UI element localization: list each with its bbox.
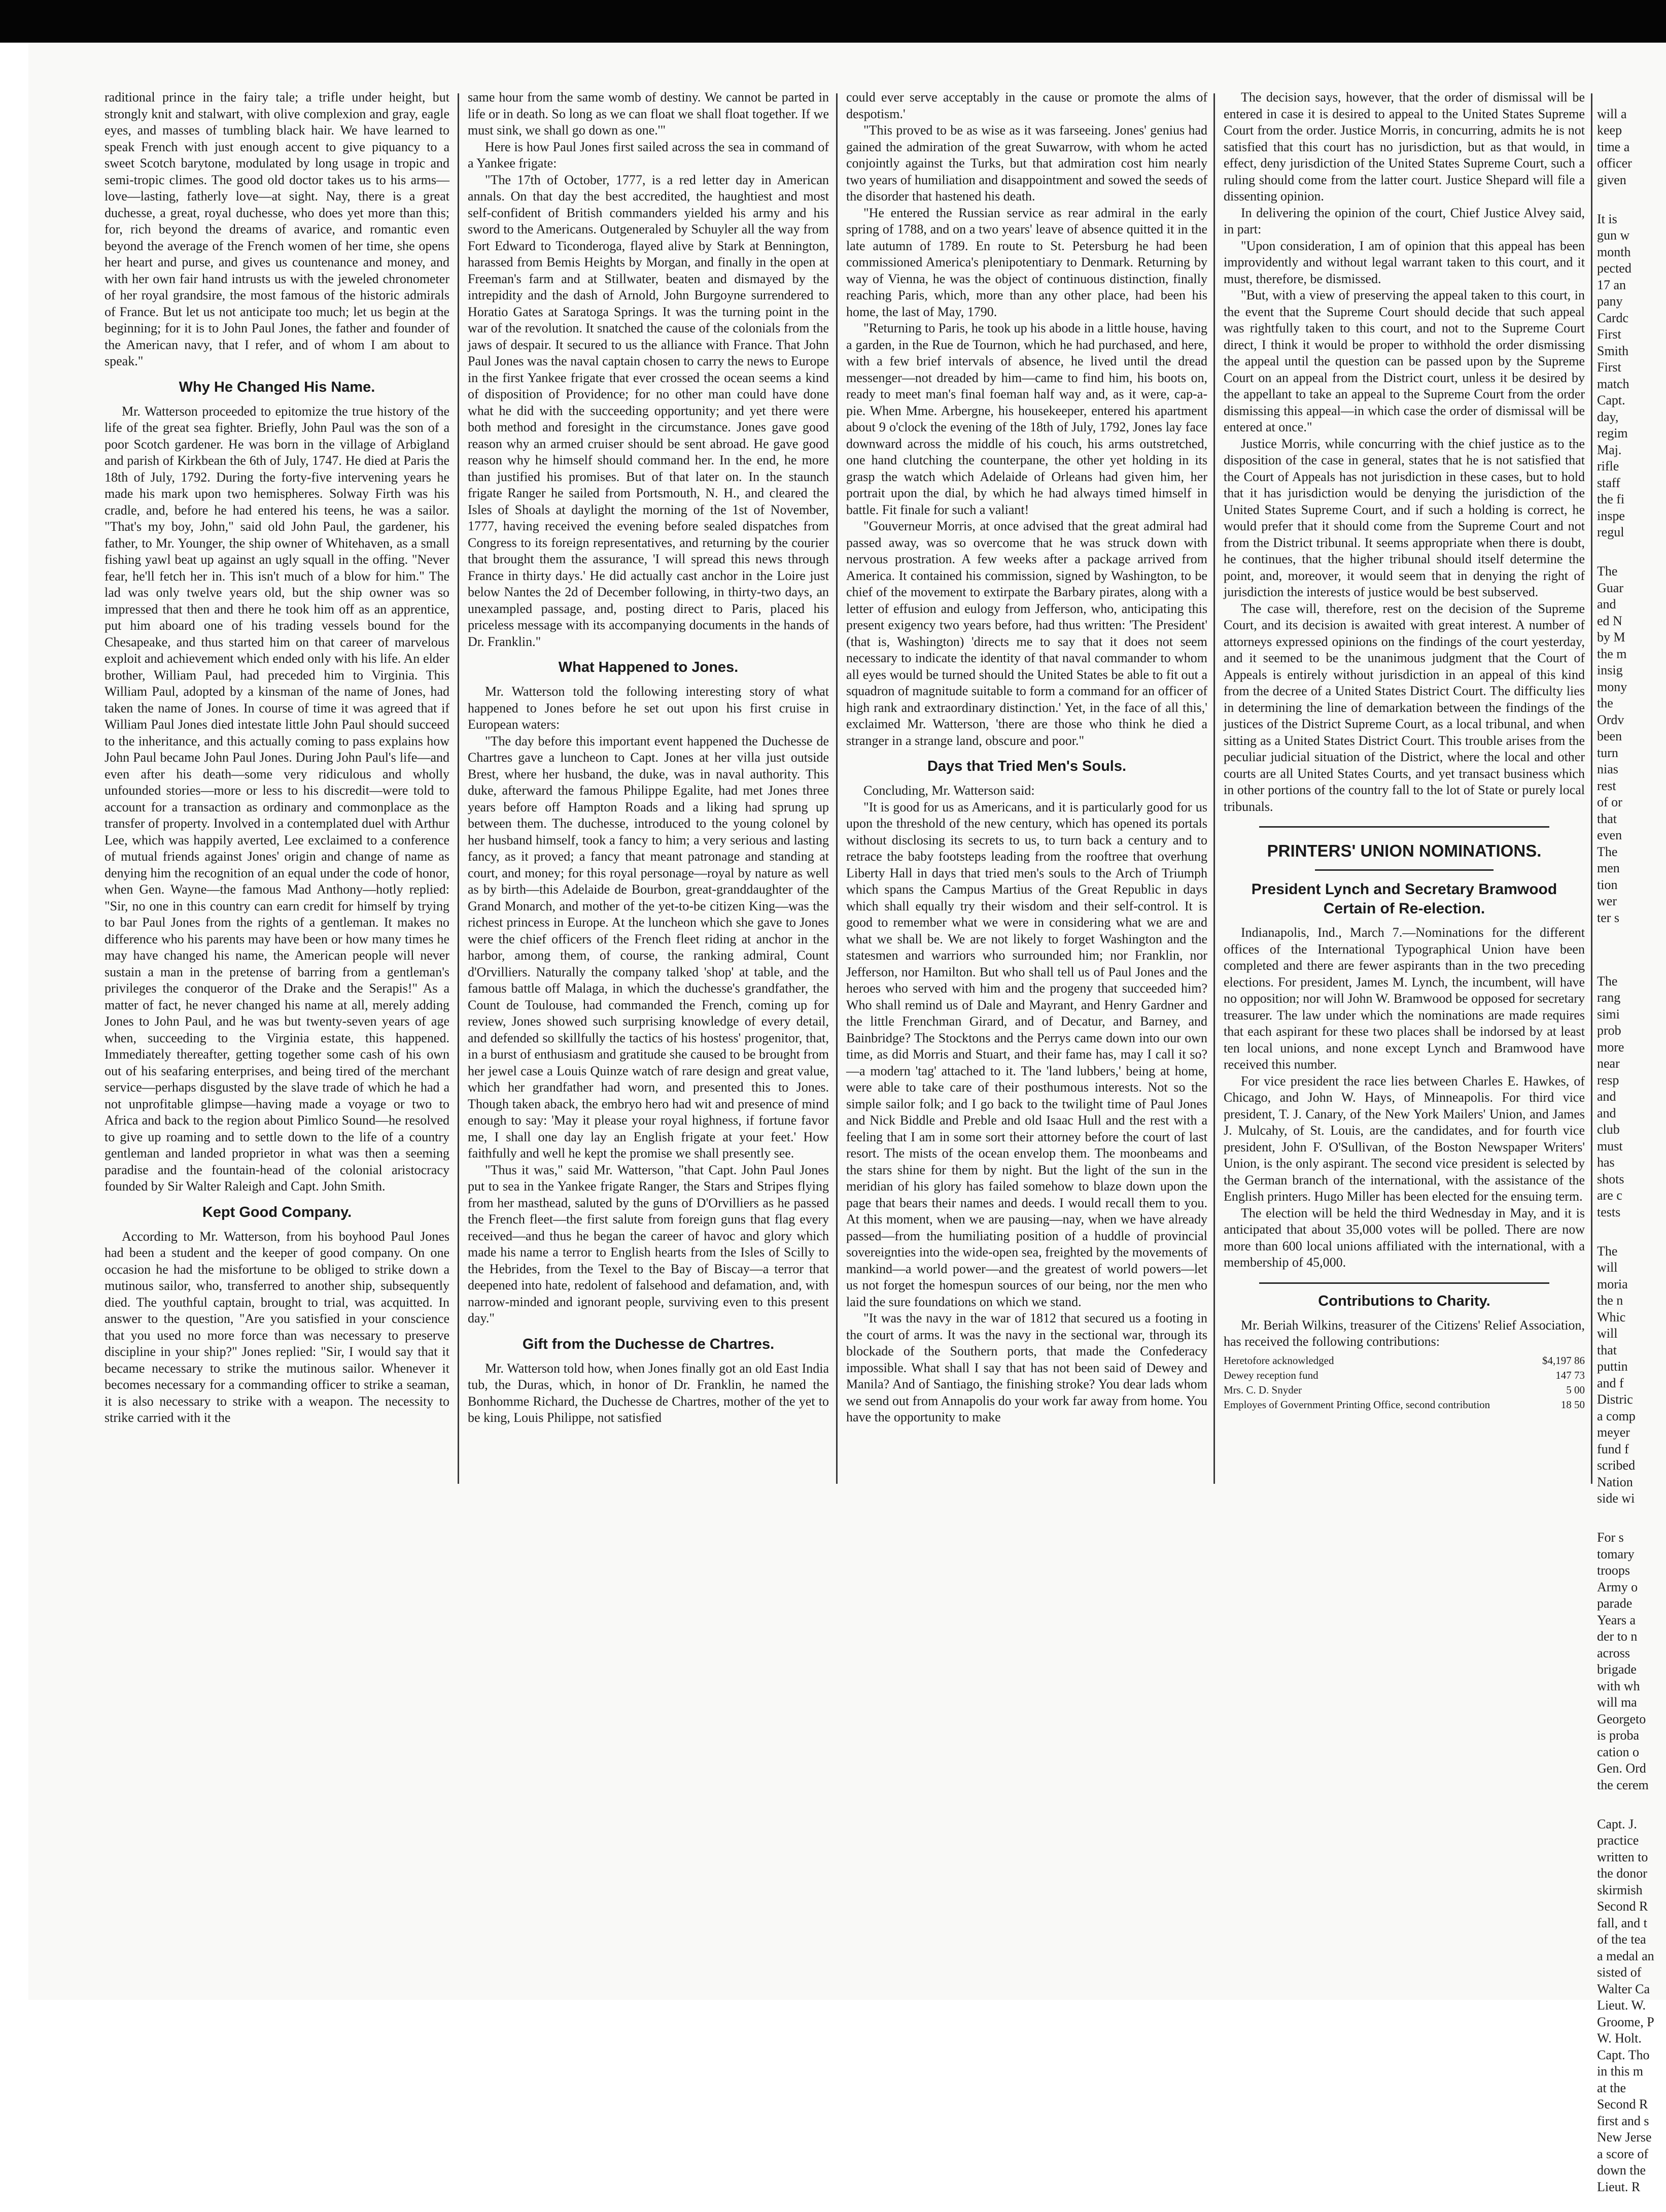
- article-paragraph: "The 17th of October, 1777, is a red letter day in American annals. On that day the best accredited, the haughtiest and most self-confident of British commanders yielded his army and his sword to the Americans. Outgeneraled by Schuyler all the way from Fort Edward to Ticonderoga, flayed alive by Stark at Bennington, harassed from Bemis Heights by Morgan, and finally in the open at Freeman's farm and at Stillwater, beaten and dismayed by the intrepidity and the dash of Arnold, John Burgoyne surrendered to Horatio Gates at Saratoga Springs. It was the turning point in the war of the revolution. It snatched the cause of the colonials from the jaws of despair. It secured to us the alliance with France. That John Paul Jones was the naval captain chosen to carry the news to Europe in the first Yankee frigate that ever crossed the ocean seems a kind of disposition of Providence; for no other man could have done what he did with the succeeding opportunity; and yet there were both method and foresight in the circumstance. Jones gave good reason why an armed cruiser should be sent abroad. He gave good reason why he himself should command her. In the end, he more than justified his promises. But of that later on. In the staunch frigate Ranger he sailed from Portsmouth, N. H., and cleared the Isles of Shoals at daylight the morning of the 1st of November, 1777, having received the evening before sealed dispatches from Congress to its foreign representatives, and returning by the courier that brought them the assurance, 'I will spread this news through France in thirty days.' He did actually cast anchor in the Loire just below Nantes the 2d of December following, in thirty-two days, an unexampled passage, and, posting direct to Paris, placed his priceless message with its accompanying documents in the hands of Dr. Franklin.": [468, 172, 829, 649]
- cropped-text-fragment: The rang simi prob more near resp and and club must has shots are c tests: [1597, 973, 1624, 1219]
- section-heading: What Happened to Jones.: [558, 659, 739, 675]
- article-paragraph: same hour from the same womb of destiny. We cannot be parted in life or in death. So long as we can float we shall float together. If we must sink, we shall go down as one.'": [468, 90, 829, 138]
- column-rule: [458, 93, 459, 1484]
- column-rule: [1591, 93, 1592, 1484]
- column-4: [1224, 89, 1585, 1977]
- article-divider: [1259, 826, 1549, 828]
- headline-divider: [1315, 869, 1494, 871]
- section-heading: Why He Changed His Name.: [179, 379, 375, 395]
- article-paragraph: could ever serve acceptably in the cause or promote the alms of despotism.': [846, 90, 1207, 121]
- section-heading: Contributions to Charity.: [1318, 1292, 1490, 1309]
- article-paragraph: "Gouverneur Morris, at once advised that the great admiral had passed away, was so overcome that he was struck down with nervous prostration. A few weeks after a package arrived from America. It contained his commission, signed by Washington, to be chief of the movement to extirpate the Barbary pirates, along with a letter of effusion and eulogy from Jefferson, who, anticipating this present exigency two years before, had thus written: 'The President' (that is, Washington) 'directs me to say that it does not seem necessary to indicate the identity of that naval commander to whom all eyes would be turned should the United States be able to fit out a squadron of magnitude suitable to form a command for an officer of high rank and extraordinary distinction.' Yet, in the face of all this,' exclaimed Mr. Watterson, 'there are those who think he died a stranger in a strange land, obscure and poor.": [846, 519, 1207, 748]
- section-heading: Gift from the Duchesse de Chartres.: [522, 1336, 775, 1352]
- article-paragraph: For vice president the race lies between Charles E. Hawkes, of Chicago, and John W. Hays, of Minneapolis. For third vice president, T. J. Canary, of the New York Mailers' Union, and James J. Mulcahy, of St. Louis, are the candidates, and for fourth vice president, John F. O'Sullivan, of the Boston Newspaper Writers' Union, is the only aspirant. The second vice president is selected by the German branch of the international, with the assistance of the English printers. Hugo Miller has been elected for the ensuing term.: [1224, 1073, 1585, 1204]
- article-paragraph: Justice Morris, while concurring with the chief justice as to the disposition of the case in general, states that he is not satisfied that the Court of Appeals has not jurisdiction in these cases, but to hold that it has jurisdiction would be denying the jurisdiction of the United States Supreme Court, and if such a holding is correct, he would prefer that it should come from the Supreme Court and not from the District tribunal. It seems appropriate when there is doubt, he continues, that the higher tribunal should itself determine the point, and, moreover, it would seem that in denying the right of jurisdiction the interests of justice would be best subserved.: [1224, 436, 1585, 599]
- newspaper-page: [28, 43, 1666, 2194]
- cropped-text-fragment: It is gun w month pected 17 an pany Cardc First Smith First match Capt. day, regim Maj. rifle staff the fi inspe regul: [1597, 211, 1632, 539]
- column-5-cropped: [1597, 89, 1666, 2194]
- cropped-text-fragment: The will moria the n Whic will that puttin and f Distric a comp meyer fund f scribed Nation side wi: [1597, 1243, 1636, 1506]
- article-paragraph: Mr. Watterson told how, when Jones finally got an old East India tub, the Duras, which, in honor of Dr. Franklin, he named the Bonhomme Richard, the Duchesse de Chartres, mother of the yet to be king, Louis Philippe, not satisfied: [468, 1360, 829, 1425]
- cropped-text-fragment: For s tomary troops Army o parade Years a der to n across brigade with wh will ma Georgeto is proba cation o Gen. Ord the cerem: [1597, 1530, 1649, 1792]
- contribution-row: [1224, 1368, 1585, 1383]
- contribution-amount: 147 73: [1555, 1369, 1585, 1381]
- article-divider: [1259, 1282, 1549, 1284]
- article-paragraph: Mr. Watterson proceeded to epitomize the true history of the life of the great sea fighter. Briefly, John Paul was the son of a poor Scotch gardener. He was born in the village of Arbigland and parish of Kirkbean the 6th of July, 1747. He died at Paris the 18th of July, 1792. During the forty-five intervening years he made his mark upon two hemispheres. Solway Firth was his cradle, and, before he had entered his teens, he was a sailor. "That's my boy, John," said old John Paul, the gardener, his father, to Mr. Younger, the ship owner of Whitehaven, as a small fishing yawl beat up against an ugly squall in the offing. "Never fear, he'll fetch her in. This isn't much of a blow for him." The lad was only twelve years old, but the ship owner was so impressed that then and there he took him off as an apprentice, put him aboard one of his trading vessels bound for the Chesapeake, and thus started him on that career of marvelous exploit and achievement which ended only with his life. An elder brother, William Paul, had preceded him to Virginia. This William Paul, adopted by a kinsman of the name of Jones, had taken the name of Jones. In course of time it was agreed that if William Paul Jones died intestate little John Paul should succeed to the inheritance, and this actually coming to pass explains how John Paul became John Paul Jones. During John Paul's life—and even after his death—some very ridiculous and wholly unfounded stories—more or less to his discredit—were told to account for a transaction as ordinary and commonplace as the transfer of property. Involved in a contemplated duel with Arthur Lee, which was happily averted, Lee exclaimed to a conference of mutual friends against Jones' origin and change of name as denying him the recognition of an equal under the code of honor, when Gen. Wayne—the famous Mad Anthony—hotly replied: "Sir, no one in this country can earn credit for himself by trying to bar Paul Jones from the rights of a gentleman. It makes no difference who his parents may have been or how many times he may have changed his name, the American people will never sustain a man in the pretense of barring from a gentleman's privileges the conqueror of the Drake and the Serapis!" As a matter of fact, he never changed his name at all, merely adding Jones to John Paul, and he was but twenty-seven years of age when, succeeding to the Virginia estate, this happened. Immediately thereafter, getting together some cash of his own out of his seafaring enterprises, and being tired of the merchant service—perhaps disgusted by the slave trade of which he had a not unprofitable glimpse—having made a voyage or two to Africa and back to the region about Pimlico Sound—he resolved to give up roaming and to settle down to the life of a country gentleman and landed proprietor in what was then a seeming paradise and the fountain-head of the colonial aristocracy founded by Sir Walter Raleigh and Capt. John Smith.: [105, 403, 449, 1194]
- article-paragraph: "It is good for us as Americans, and it is particularly good for us upon the threshold of the new century, which has opened its portals without disclosing its secrets to us, to turn back a century and to retrace the baby footsteps leading from the rooftree that overhung Liberty Hall in days that tried men's souls to the Arch of Triumph which spans the Campus Martius of the Great Republic in days which shall equally try their wisdom and their self-control. It is good to remember what we were in considering what we are and what we shall be. We are not likely to forget Washington and the statesmen and warriors who surrounded him; nor Franklin, nor Jefferson, nor Hamilton. But who shall tell us of Paul Jones and the heroes who served with him and the progeny that succeeded him? Who shall remind us of Dale and Mayrant, and Henry Gardner and the little Frenchman Girard, and of Decatur, and Barney, and Bainbridge? The Stocktons and the Perrys came down into our own time, as did Morris and Stuart, and their fame has, may I call it so?—a modern 'tag' attached to it. The 'land lubbers,' being at home, were able to take care of their posthumous interests. Not so the simple sailor folk; and I go back to the twilight time of Paul Jones and Nick Biddle and Preble and old Isaac Hull and the rest with a feeling that I am in some sort their attorney before the court of last resort. The mists of the ocean envelop them. The moonbeams and the stars shine for them by night. But the light of the sun in the meridian of his glory has failed somehow to blaze down upon the page that bears their names and deeds. I would recall them to you. At this moment, when we are pausing—nay, when we have already passed—from the humiliating position of a huddle of provincial sovereignties into the wide-open sea, freighted by the movements of mankind—a world power—and the greatest of world powers—let us not forget the homespun sources of our being, nor the men who laid the sure foundations on which we stand.: [846, 799, 1207, 1309]
- column-1: [105, 89, 449, 1977]
- contribution-row: [1224, 1398, 1585, 1412]
- contribution-row: [1224, 1383, 1585, 1398]
- article-paragraph: Indianapolis, Ind., March 7.—Nominations for the different offices of the International Typographical Union have been completed and there are fewer aspirants than in the two preceding elections. For president, James M. Lynch, the incumbent, will have no opposition; nor will John W. Bramwood be opposed for secretary treasurer. The law under which the nominations are made requires that each aspirant for these two places shall be indorsed by at least ten local unions, and none except Lynch and Bramwood have received this number.: [1224, 925, 1585, 1072]
- article-paragraph: Mr. Watterson told the following interesting story of what happened to Jones before he set out upon his first cruise in European waters:: [468, 684, 829, 732]
- article-paragraph: The case will, therefore, rest on the decision of the Supreme Court, and its decision is awaited with great interest. A number of attorneys expressed opinions on the findings of the court yesterday, and it seemed to be the unanimous judgment that the Court of Appeals is entirely without jurisdiction in an appeal of this kind from the decree of a United States District Court. The difficulty lies in determining the line of demarkation between the findings of the justices of the District Supreme Court, as a local tribunal, and when sitting as a United States District Court. This trouble arises from the peculiar judicial situation of the District, where the local and other courts are all United States Courts, and yet transact business which in other portions of the country fall to the lot of State or purely local tribunals.: [1224, 601, 1585, 814]
- cropped-text-fragment: will a keep time a officer given: [1597, 106, 1632, 187]
- article-paragraph: Here is how Paul Jones first sailed across the sea in command of a Yankee frigate:: [468, 139, 829, 171]
- article-paragraph: "But, with a view of preserving the appeal taken to this court, in the event that the Supreme Court should decide that such appeal was rightfully taken to this court, and not to the Supreme Court direct, I think it would be proper to withhold the order dismissing the appeal until the question can be passed upon by the Supreme Court on an appeal from the District court, unless it be desired by the appellant to take an appeal to the Supreme Court from the order dismissing this appeal—in which case the order of dismissal will be entered at once.": [1224, 288, 1585, 434]
- contribution-amount: 5 00: [1566, 1383, 1585, 1396]
- article-headline: PRINTERS' UNION NOMINATIONS.: [1267, 841, 1542, 860]
- section-heading: Kept Good Company.: [202, 1204, 352, 1220]
- article-paragraph: "It was the navy in the war of 1812 that secured us a footing in the court of arms. It was the navy in the sectional war, through its blockade of the Southern ports, that made the Confederacy impossible. What shall I say that has not been said of Dewey and Manila? And of Santiago, the finishing stroke? You dear lads whom we send out from Annapolis do your work far away from home. You have the opportunity to make: [846, 1311, 1208, 1424]
- article-paragraph: "The day before this important event happened the Duchesse de Chartres gave a luncheon to Capt. Jones at her villa just outside Brest, where her husband, the duke, was in naval authority. This duke, afterward the famous Philippe Egalite, had met Jones three years before off Hampton Roads and a liking had sprung up between them. The duchesse, introduced to the young colonel by her husband himself, took a fancy to him; a very serious and lasting fancy, as it proved; a fancy that meant patronage and standing at court, and money; for this royal personage—royal by nature as well as by birth—this Adelaide de Bourbon, great-granddaughter of the Grand Monarch, and mother of the yet-to-be citizen King—was the richest princess in Europe. At the luncheon which she gave to Jones were the chief officers of the French fleet riding at anchor in the harbor, among them, of course, the ranking admiral, Count d'Orvilliers. Naturally the company talked 'shop' at table, and the famous battle off Malaga, in which the duchesse's grandfather, the Count de Toulouse, had commanded the French, coming up for review, Jones showed such surprising knowledge of every detail, and defended so skillfully the tactics of his hostess' progenitor, that, in a burst of enthusiasm and gratitude she caused to be brought from her jewel case a Louis Quinze watch of rare design and great value, which her grandfather had worn, and presented this to Jones. Though taken aback, the embryo hero had wit and presence of mind enough to say: 'May it please your royal highness, if fortune favor me, I shall one day lay an English frigate at your feet.' How faithfully and well he kept the promise we shall presently see.: [468, 733, 829, 1161]
- contributions-table: [1224, 1353, 1585, 1412]
- article-paragraph: According to Mr. Watterson, from his boyhood Paul Jones had been a student and the keeper of good company. On one occasion he had the misfortune to be obliged to strike down a mutinous sailor, who, transferred to another ship, subsequently died. The youthful captain, brought to trial, was acquitted. In answer to the question, "Are you satisfied in your conscience that you used no more force than was necessary to preserve discipline in your ship?" Jones replied: "Sir, I would say that it became necessary to strike the mutinous sailor. Whenever it becomes necessary for a commanding officer to strike a seaman, it is also necessary to strike with a weapon. The necessity to strike carried with it the: [105, 1229, 449, 1425]
- contribution-label: Employes of Government Printing Office, second contribution: [1224, 1398, 1490, 1411]
- cropped-text-fragment: The Guar and ed N by M the m insig mony the Ordv been turn nias rest of or that even The men tion wer ter s: [1597, 564, 1627, 925]
- article-paragraph: In delivering the opinion of the court, Chief Justice Alvey said, in part:: [1224, 205, 1585, 236]
- contribution-label: Heretofore acknowledged: [1224, 1354, 1334, 1367]
- column-2: [468, 89, 829, 1977]
- column-rule: [1213, 93, 1215, 1484]
- contribution-label: Mrs. C. D. Snyder: [1224, 1383, 1302, 1396]
- cropped-text-fragment: Capt. J. practice written to the donor skirmish Second R fall, and t of the tea a medal an sisted of Walter Ca Lieut. W. Groome, P W. Holt. Capt. Tho in this m at the Second R first and s New Jerse a score of down the Lieut. R: [1597, 1816, 1654, 2194]
- section-heading: Days that Tried Men's Souls.: [927, 758, 1127, 774]
- article-paragraph: "This proved to be as wise as it was farseeing. Jones' genius had gained the admiration of the great Suwarrow, with whom he acted conjointly against the Turks, but that admiration cost him nearly two years of humiliation and disappointment and sowed the seeds of the disorder that hastened his death.: [846, 123, 1207, 203]
- article-paragraph: "He entered the Russian service as rear admiral in the early spring of 1788, and on a two years' leave of absence quitted it in the late autumn of 1789. En route to St. Petersburg he had been commissioned America's plenipotentiary to Denmark. Returning by way of Vienna, he was the object of continuous distinction, finally reaching Paris, which, more than any other place, had been his home, the last of May, 1790.: [846, 205, 1207, 319]
- contribution-label: Dewey reception fund: [1224, 1369, 1318, 1381]
- contribution-amount: 18 50: [1560, 1398, 1585, 1411]
- article-subheadline: President Lynch and Secretary Bramwood Certain of Re-election.: [1251, 881, 1557, 917]
- contribution-row: [1224, 1353, 1585, 1368]
- column-3: [846, 89, 1207, 1977]
- article-paragraph: The decision says, however, that the order of dismissal will be entered in case it is desired to appeal to the United States Supreme Court from the order. Justice Morris, in concurring, admits he is not satisfied that this court has no jurisdiction, but as that would, in effect, deny jurisdiction of the United States Supreme Court, such a ruling should come from the latter court. Justice Shepard will file a dissenting opinion.: [1224, 90, 1585, 203]
- article-paragraph: "Returning to Paris, he took up his abode in a little house, having a garden, in the Rue de Tournon, which he had purchased, and here, with a few brief intervals of absence, he lived until the dread messenger—not dreaded by him—came to find him, his boots on, ready to meet man's final foeman half way and, as it were, cap-a-pie. When Mme. Arbergne, his housekeeper, entered his apartment about 9 o'clock the evening of the 18th of July, 1792, Jones lay face downward across the middle of his couch, his arms outstretched, one hand clutching the counterpane, the other yet holding in its grasp the watch which Adelaide of Orleans had given him, her portrait upon the dial, by which he had always timed himself in battle. Fit finale for such a valiant!: [846, 321, 1207, 517]
- contribution-amount: $4,197 86: [1542, 1354, 1585, 1367]
- article-paragraph: "Upon consideration, I am of opinion that this appeal has been improvidently and without legal warrant taken to this court, and it must, therefore, be dismissed.: [1224, 238, 1585, 286]
- article-paragraph: Mr. Beriah Wilkins, treasurer of the Citizens' Relief Association, has received the following contributions:: [1224, 1317, 1585, 1349]
- article-paragraph: The election will be held the third Wednesday in May, and it is anticipated that about 35,000 votes will be polled. There are now more than 600 local unions affiliated with the international, with a membership of 45,000.: [1224, 1205, 1585, 1270]
- article-paragraph: Concluding, Mr. Watterson said:: [863, 783, 1035, 798]
- column-rule: [836, 93, 838, 1484]
- article-paragraph: raditional prince in the fairy tale; a trifle under height, but strongly knit and stalwart, with olive complexion and gray, eagle eyes, and masses of tumbling black hair. We have learned to speak French with just enough accent to give piquancy to a sweet Scotch barytone, modulated by long usage in tropic and semi-tropic climes. The good old doctor takes us to his arms—love—lasting, fatherly love—at sight. Nay, there is a great duchesse, a great, royal duchesse, who does yet more than this; for, rich beyond the dreams of avarice, and romantic even beyond the average of the French women of her time, she opens her heart and purse, and gives us countenance and money, and with her own fair hand intrusts us with the jeweled chronometer of her royal grandsire, the most famous of the historic admirals of France. But let us not anticipate too much; let us begin at the beginning; for it is to John Paul Jones, the father and founder of the American navy, that I refer, and of whom I am about to speak.": [105, 90, 449, 368]
- top-black-border: [0, 0, 1666, 43]
- article-paragraph: "Thus it was," said Mr. Watterson, "that Capt. John Paul Jones put to sea in the Yankee frigate Ranger, the Stars and Stripes flying from her masthead, saluted by the guns of D'Orvilliers as he passed the French fleet—the first salute from foreign guns that flag every received—and thus he began the career of havoc and glory which made his name a terror to English hearts from the Isles of Scilly to the Hebrides, from the Texel to the Bay of Biscay—a terror that deepened into hate, redolent of falsehood and defamation, and, with narrow-minded and ignorant people, surviving even to this present day.": [468, 1162, 829, 1325]
